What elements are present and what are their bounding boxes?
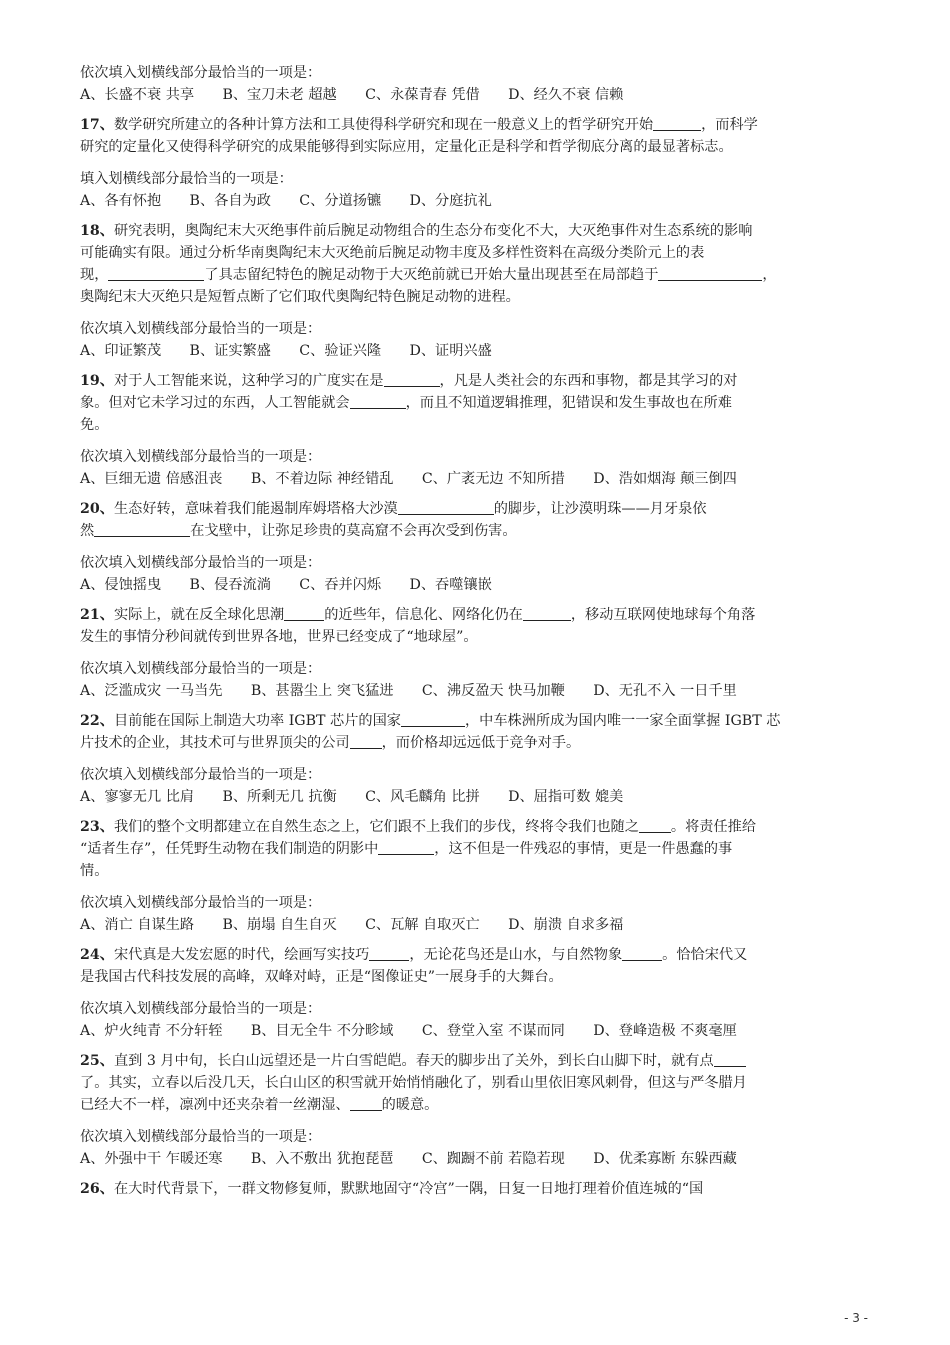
text: 直到 3 月中旬，长白山远望还是一片白雪皑皑。春天的脚步出了关外，到长白山脚下时，就有点 bbox=[113, 1053, 714, 1069]
text: ，无论花鸟还是山水，与自然物象 bbox=[409, 947, 623, 963]
blank bbox=[350, 1096, 382, 1111]
question-line: 发生的事情分秒间就传到世界各地，世界已经变成了“地球屋”。 bbox=[80, 629, 478, 645]
text: 象。但对它未学习过的东西，人工智能就会 bbox=[80, 395, 350, 411]
question-line bbox=[80, 1178, 872, 1200]
text: 生态好转，意味着我们能遏制库姆塔格大沙漠 bbox=[113, 501, 398, 517]
prompt: 依次填入划横线部分最恰当的一项是： bbox=[80, 1129, 322, 1145]
text: 。将责任推给 bbox=[670, 819, 757, 835]
text: 的暖意。 bbox=[381, 1097, 439, 1113]
text: 。恰恰宋代又 bbox=[662, 947, 748, 963]
question-17-choices bbox=[80, 168, 872, 212]
prompt: 依次填入划横线部分最恰当的一项是： bbox=[80, 767, 322, 783]
question-22-choices bbox=[80, 764, 872, 808]
text: 目前能在国际上制造大功率 IGBT 芯片的国家 bbox=[113, 713, 401, 729]
question-number: 23、 bbox=[80, 819, 114, 835]
blank bbox=[350, 734, 382, 749]
question-17 bbox=[80, 114, 872, 158]
question-line bbox=[80, 370, 872, 392]
prompt: 填入划横线部分最恰当的一项是： bbox=[80, 171, 293, 187]
text: ，移动互联网使地球每个角落 bbox=[570, 607, 756, 623]
question-25-choices bbox=[80, 1126, 872, 1170]
text: ，凡是人类社会的东西和事物，都是其学习的对 bbox=[439, 373, 738, 389]
blank bbox=[384, 372, 440, 387]
question-line: 情。 bbox=[80, 863, 109, 879]
question-20 bbox=[80, 498, 872, 542]
text: ，而科学 bbox=[701, 117, 758, 133]
blank bbox=[284, 606, 324, 621]
question-line bbox=[80, 838, 872, 860]
text: 然 bbox=[80, 523, 95, 539]
question-number: 24、 bbox=[80, 947, 114, 963]
question-line bbox=[80, 498, 872, 520]
blank bbox=[653, 116, 701, 131]
question-line bbox=[80, 220, 872, 242]
question-line bbox=[80, 604, 872, 626]
intro-prompt: 依次填入划横线部分最恰当的一项是： bbox=[80, 65, 322, 81]
question-21 bbox=[80, 604, 872, 648]
text: ，中车株洲所成为国内唯一一家全面掌握 IGBT 芯 bbox=[464, 713, 781, 729]
question-line: 是我国古代科技发展的高峰，双峰对峙，正是“图像证史”一展身手的大舞台。 bbox=[80, 969, 563, 985]
text: 了具志留纪特色的腕足动物于大灭绝前就已开始大量出现甚至在局部趋于 bbox=[204, 267, 659, 283]
options: A、印证繁茂 B、证实繁盛 C、验证兴隆 D、证明兴盛 bbox=[80, 343, 492, 359]
text: 对于人工智能来说，这种学习的广度实在是 bbox=[113, 373, 384, 389]
prompt: 依次填入划横线部分最恰当的一项是： bbox=[80, 1001, 322, 1017]
question-line: 奥陶纪末大灭绝只是短暂点断了它们取代奥陶纪特色腕足动物的进程。 bbox=[80, 289, 520, 305]
question-line bbox=[80, 816, 872, 838]
question-24 bbox=[80, 944, 872, 988]
page-number: - 3 - bbox=[844, 1311, 868, 1325]
question-21-choices bbox=[80, 658, 872, 702]
question-24-choices bbox=[80, 998, 872, 1042]
text: 数学研究所建立的各种计算方法和工具使得科学研究和现在一般意义上的哲学研究开始 bbox=[113, 117, 654, 133]
question-19-choices bbox=[80, 446, 872, 490]
options: A、泛滥成灾 一马当先 B、甚嚣尘上 突飞猛进 C、沸反盈天 快马加鞭 D、无孔不入 一日千里 bbox=[80, 683, 737, 699]
blank bbox=[94, 522, 190, 537]
question-19 bbox=[80, 370, 872, 436]
prompt: 依次填入划横线部分最恰当的一项是： bbox=[80, 321, 322, 337]
question-25 bbox=[80, 1050, 872, 1116]
options: A、炉火纯青 不分轩轾 B、目无全牛 不分畛域 C、登堂入室 不谋而同 D、登峰造极 不爽毫厘 bbox=[80, 1023, 737, 1039]
text: 现， bbox=[80, 267, 109, 283]
question-number: 17、 bbox=[80, 117, 114, 133]
text: ，而且不知道逻辑推理，犯错误和发生事故也在所难 bbox=[405, 395, 732, 411]
text: ，这不但是一件残忍的事情，更是一件愚蠢的事 bbox=[434, 841, 733, 857]
question-18-choices bbox=[80, 318, 872, 362]
text: 的近些年，信息化、网络化仍在 bbox=[324, 607, 523, 623]
blank bbox=[658, 266, 762, 281]
question-23 bbox=[80, 816, 872, 882]
document-page bbox=[80, 62, 872, 1200]
question-line bbox=[80, 264, 872, 286]
question-number: 22、 bbox=[80, 713, 114, 729]
intro-options: A、长盛不衰 共享 B、宝刀未老 超越 C、永葆青春 凭借 D、经久不衰 信赖 bbox=[80, 87, 624, 103]
blank bbox=[398, 500, 494, 515]
blank bbox=[108, 266, 204, 281]
question-line bbox=[80, 114, 872, 136]
question-line: 可能确实有限。通过分析华南奥陶纪末大灭绝前后腕足动物丰度及多样性资料在高级分类阶元上的表 bbox=[80, 245, 705, 261]
question-number: 26、 bbox=[80, 1181, 114, 1197]
text: ， bbox=[762, 267, 777, 283]
text: 宋代真是大发宏愿的时代，绘画写实技巧 bbox=[113, 947, 370, 963]
options: A、侵蚀摇曳 B、侵吞流淌 C、吞并闪烁 D、吞噬镶嵌 bbox=[80, 577, 492, 593]
prompt: 依次填入划横线部分最恰当的一项是： bbox=[80, 449, 322, 465]
question-number: 20、 bbox=[80, 501, 114, 517]
blank bbox=[622, 946, 662, 961]
prompt: 依次填入划横线部分最恰当的一项是： bbox=[80, 661, 322, 677]
question-line bbox=[80, 1094, 872, 1116]
text: ，而价格却远远低于竞争对手。 bbox=[381, 735, 581, 751]
question-line bbox=[80, 520, 872, 542]
question-line bbox=[80, 710, 872, 732]
text: 片技术的企业，其技术可与世界顶尖的公司 bbox=[80, 735, 350, 751]
question-number: 18、 bbox=[80, 223, 114, 239]
question-number: 21、 bbox=[80, 607, 114, 623]
blank bbox=[369, 946, 409, 961]
question-line bbox=[80, 392, 872, 414]
question-line bbox=[80, 1050, 872, 1072]
intro-block bbox=[80, 62, 872, 106]
question-18 bbox=[80, 220, 872, 308]
text: 已经大不一样，凛冽中还夹杂着一丝潮湿、 bbox=[80, 1097, 350, 1113]
blank bbox=[639, 818, 671, 833]
text: 实际上，就在反全球化思潮 bbox=[113, 607, 285, 623]
blank bbox=[378, 840, 434, 855]
blank bbox=[350, 394, 406, 409]
blank bbox=[714, 1052, 746, 1067]
question-line: 免。 bbox=[80, 417, 109, 433]
text: 的脚步，让沙漠明珠——月牙泉依 bbox=[493, 501, 707, 517]
question-line bbox=[80, 944, 872, 966]
blank bbox=[401, 712, 465, 727]
options: A、寥寥无几 比肩 B、所剩无几 抗衡 C、风毛麟角 比拼 D、屈指可数 媲美 bbox=[80, 789, 624, 805]
options: A、外强中干 乍暖还寒 B、入不敷出 犹抱琵琶 C、踟蹰不前 若隐若现 D、优柔寡断 东躲西藏 bbox=[80, 1151, 737, 1167]
blank bbox=[523, 606, 571, 621]
prompt: 依次填入划横线部分最恰当的一项是： bbox=[80, 555, 322, 571]
question-number: 25、 bbox=[80, 1053, 114, 1069]
text: 我们的整个文明都建立在自然生态之上，它们跟不上我们的步伐，终将令我们也随之 bbox=[113, 819, 639, 835]
question-22 bbox=[80, 710, 872, 754]
question-number: 19、 bbox=[80, 373, 114, 389]
options: A、消亡 自谋生路 B、崩塌 自生自灭 C、瓦解 自取灭亡 D、崩溃 自求多福 bbox=[80, 917, 624, 933]
text: 在大时代背景下，一群文物修复师，默默地固守“冷宫”一隅，日复一日地打理着价值连城的“国 bbox=[113, 1181, 704, 1197]
text: 在戈壁中，让弥足珍贵的莫高窟不会再次受到伤害。 bbox=[190, 523, 517, 539]
options: A、各有怀抱 B、各自为政 C、分道扬镳 D、分庭抗礼 bbox=[80, 193, 492, 209]
prompt: 依次填入划横线部分最恰当的一项是： bbox=[80, 895, 322, 911]
text: “适者生存”，任凭野生动物在我们制造的阴影中 bbox=[80, 841, 379, 857]
question-line: 了。其实，立春以后没几天，长白山区的积雪就开始悄悄融化了，别看山里依旧寒风刺骨，但这与严冬腊月 bbox=[80, 1075, 747, 1091]
question-line: 研究的定量化又使得科学研究的成果能够得到实际应用，定量化正是科学和哲学彻底分离的最显著标志。 bbox=[80, 139, 733, 155]
question-23-choices bbox=[80, 892, 872, 936]
options: A、巨细无遗 倍感沮丧 B、不着边际 神经错乱 C、广袤无边 不知所措 D、浩如烟海 颠三倒四 bbox=[80, 471, 737, 487]
question-26 bbox=[80, 1178, 872, 1200]
question-20-choices bbox=[80, 552, 872, 596]
question-line bbox=[80, 732, 872, 754]
text: 研究表明，奥陶纪末大灭绝事件前后腕足动物组合的生态分布变化不大，大灭绝事件对生态系统的影响 bbox=[113, 223, 753, 239]
